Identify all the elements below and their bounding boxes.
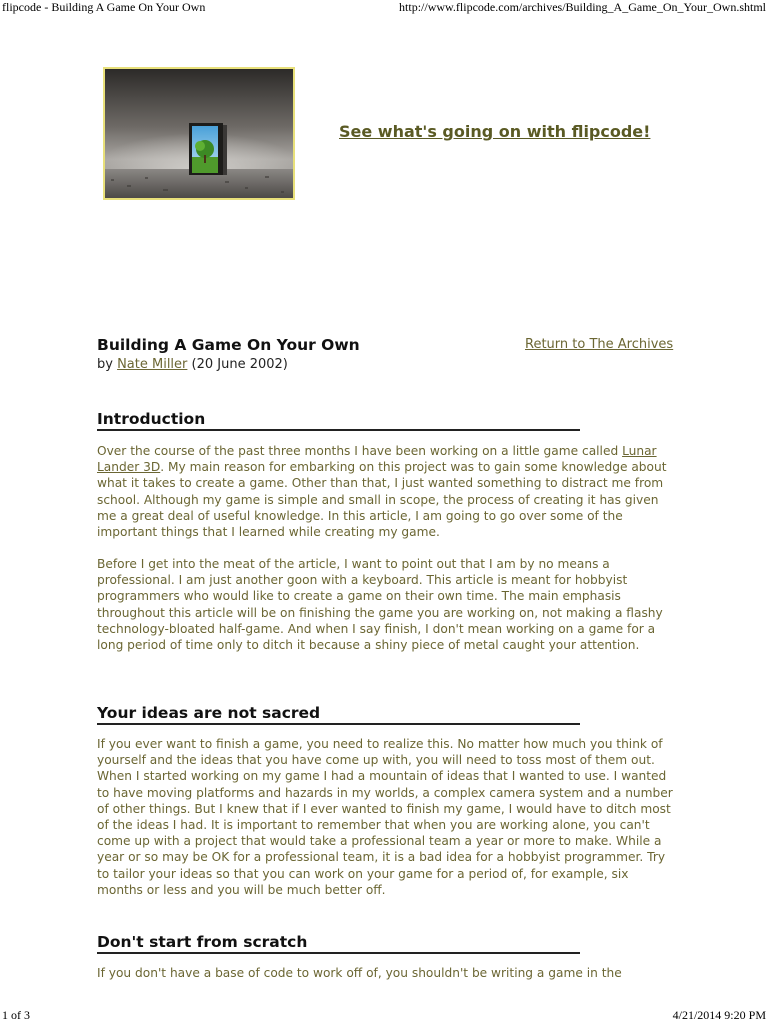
article-title: Building A Game On Your Own	[97, 336, 360, 354]
flipcode-news-link[interactable]: See what's going on with flipcode!	[339, 122, 651, 141]
lunar-lander-3d-link[interactable]: Lunar Lander 3D	[97, 444, 657, 475]
page-number: 1 of 3	[2, 1008, 30, 1022]
section-heading-ideas: Your ideas are not sacred	[97, 704, 580, 725]
author-link[interactable]: Nate Miller	[117, 357, 188, 372]
intro-text-after-link: . My main reason for embarking on this project was to gain some knowledge about what it takes to create a game. Other than that, I just wanted something to distract me from school. Although my game is simple and small in scope, the process of creating it has given me a great deal of useful knowledge. In this article, I am going to go over some of the important things that I learned while creating my game.	[97, 460, 667, 540]
intro-text-before-link: Over the course of the past three months I have been working on a little game called	[97, 444, 623, 458]
byline	[97, 357, 288, 372]
ideas-paragraph: If you ever want to finish a game, you need to realize this. No matter how much you think of yourself and the ideas that you have come up with, you will need to toss most of them out. When I started working on my game I had a mountain of ideas that I wanted to use. I wanted to have moving platforms and hazards in my worlds, a complex camera system and a number of other things. But I knew that if I ever wanted to finish my game, I would have to ditch most of the ideas I had. It is important to remember that when you are working alone, you can't come up with a project that would take a professional team a year or more to make. While a year or so may be OK for a professional team, it is a bad idea for a hobbyist programmer. Try to tailor your ideas so that you can work on your game for a period of, for example, six months or less and you will be much better off.	[97, 737, 673, 897]
section-heading-scratch: Don't start from scratch	[97, 933, 580, 954]
print-header-url: http://www.flipcode.com/archives/Building_A_Game_On_Your_Own.shtml	[399, 0, 766, 14]
byline-prefix: by	[97, 357, 118, 372]
print-footer	[0, 1008, 768, 1024]
print-header-title: flipcode - Building A Game On Your Own	[2, 0, 206, 14]
scratch-paragraph: If you don't have a base of code to work off of, you shouldn't be writing a game in the	[97, 966, 622, 980]
return-to-archives-link[interactable]: Return to The Archives	[525, 337, 674, 352]
article-date: (20 June 2002)	[187, 357, 288, 372]
intro-paragraph-2: Before I get into the meat of the article, I want to point out that I am by no means a professional. I am just another goon with a keyboard. This article is meant for hobbyist programmers who would like to create a game on their own time. The main emphasis throughout this article will be on finishing the game you are working on, not making a flashy technology-bloated half-game. And when I say finish, I don't mean working on a game for a long period of time only to ditch it because a shiny piece of metal caught your attention.	[97, 557, 663, 653]
section-heading-introduction: Introduction	[97, 410, 580, 431]
intro-paragraph-1	[97, 443, 677, 540]
banner-image[interactable]	[103, 67, 295, 200]
print-datetime: 4/21/2014 9:20 PM	[672, 1008, 766, 1022]
print-header	[0, 0, 768, 16]
